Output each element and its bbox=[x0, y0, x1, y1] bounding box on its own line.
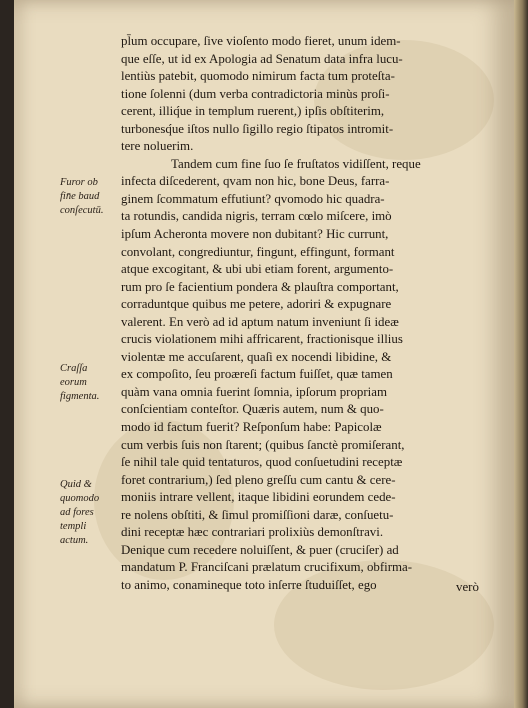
text-line: re nolens obſtiti, & ſimul promiſſioni daræ, conſuetu- bbox=[121, 507, 394, 522]
text-line: valerent. En verò ad id aptum natum inveniunt ſi ideæ bbox=[121, 314, 399, 329]
margin-note-line: quomodo bbox=[60, 493, 100, 504]
text-line: cum verbis ſuis non ſtarent; (quibus ſanctè promiſerant, bbox=[121, 437, 405, 452]
text-line: Denique cum recedere noluiſſent, & puer (cruciſer) ad bbox=[121, 542, 399, 557]
text-line: ta rotundis, candida nigris, terram cœlo miſcere, imò bbox=[121, 209, 392, 224]
margin-note-line: Craſſa bbox=[60, 363, 88, 374]
margin-note-line: figmenta. bbox=[60, 391, 100, 402]
margin-note-line: ad fores bbox=[60, 507, 94, 518]
text-line: tione ſolenni (dum verba contradictoria minùs proſi- bbox=[121, 86, 390, 101]
text-line: ſe nihil tale quid tentaturos, quod conſuetudini receptæ bbox=[121, 455, 403, 470]
text-line: crucis violationem mihi affricarent, fractionisque illius bbox=[121, 332, 403, 347]
text-line: pl̄um occupare, ſive vioſento modo fieret, unum idem- bbox=[121, 34, 401, 48]
text-line: dini receptæ hæc contrariari prolixiùs demonſtravi. bbox=[121, 525, 384, 540]
text-line: que eſſe, ut id ex Apologia ad Senatum data infra lucu- bbox=[121, 51, 403, 66]
margin-note-line: eorum bbox=[60, 377, 87, 388]
margin-note-line: fin̄e baud bbox=[60, 191, 100, 202]
text-line: Tandem cum fine ſuo ſe fruſtatos vidiſſent, reque bbox=[171, 156, 421, 171]
text-line: ginem ſcommatum effutiunt? qvomodo hic quadra- bbox=[121, 191, 385, 206]
margin-note-line: conſecutū. bbox=[60, 205, 104, 216]
text-line: conſcientiam conteſtor. Quæris autem, num & quo- bbox=[121, 402, 384, 417]
text-line: ipſum Acheronta movere non dubitant? Hic currunt, bbox=[121, 227, 389, 242]
margin-note bbox=[60, 362, 128, 404]
text-line: violentæ me accuſarent, quaſi ex nocendi libidine, & bbox=[121, 349, 392, 364]
margin-note-line: templi bbox=[60, 521, 87, 532]
margin-note bbox=[60, 478, 128, 548]
main-text-block bbox=[121, 33, 495, 595]
text-line: convolant, congrediuntur, fingunt, effingunt, formant bbox=[121, 244, 395, 259]
catchword: verò bbox=[456, 580, 479, 594]
page-edge bbox=[514, 0, 528, 708]
text-line: foret contrarium,) ſed pleno greſſu cum cantu & cere- bbox=[121, 472, 396, 487]
text-line: infecta diſcederent, qvam non hic, bone Deus, farra- bbox=[121, 174, 390, 189]
text-line: tere noluerim. bbox=[121, 139, 194, 154]
text-line: rum pro ſe facientium pondera & plauſtra comportant, bbox=[121, 279, 399, 294]
text-line: lentiùs patebit, quomodo nimirum facta tum proteſta- bbox=[121, 69, 395, 84]
text-line: ex compoſito, ſeu proæreſi factum fuiſſet, quæ tamen bbox=[121, 367, 393, 382]
text-line: turbonesq́ue iſtos nullo ſigillo regio ſtipatos intromit- bbox=[121, 121, 394, 136]
text-line: cerent, illiq́ue in templum ruerent,) ipſis obſtiterim, bbox=[121, 104, 385, 119]
text-line: modo id factum fuerit? Reſponſum habe: Papicolæ bbox=[121, 420, 382, 435]
text-line: corraduntque quibus me petere, adoriri & expugnare bbox=[121, 297, 392, 312]
margin-note-line: actum. bbox=[60, 535, 89, 546]
text-line: quàm vana omnia fuerint ſomnia, ipſorum propriam bbox=[121, 384, 387, 399]
text-line: moniis intrare vellent, itaque libidini eorundem cede- bbox=[121, 490, 396, 505]
text-line: atque excogitant, & ubi ubi etiam forent, argumento- bbox=[121, 262, 394, 277]
margin-note-line: Furor ob bbox=[60, 177, 98, 188]
text-line: mandatum P. Franciſcani prælatum crucifixum, obfirma- bbox=[121, 560, 413, 575]
margin-note bbox=[60, 176, 128, 218]
margin-note-line: Quid & bbox=[60, 479, 92, 490]
text-line: to animo, conamineque toto inſerre ſtuduiſſet, ego bbox=[121, 577, 377, 592]
